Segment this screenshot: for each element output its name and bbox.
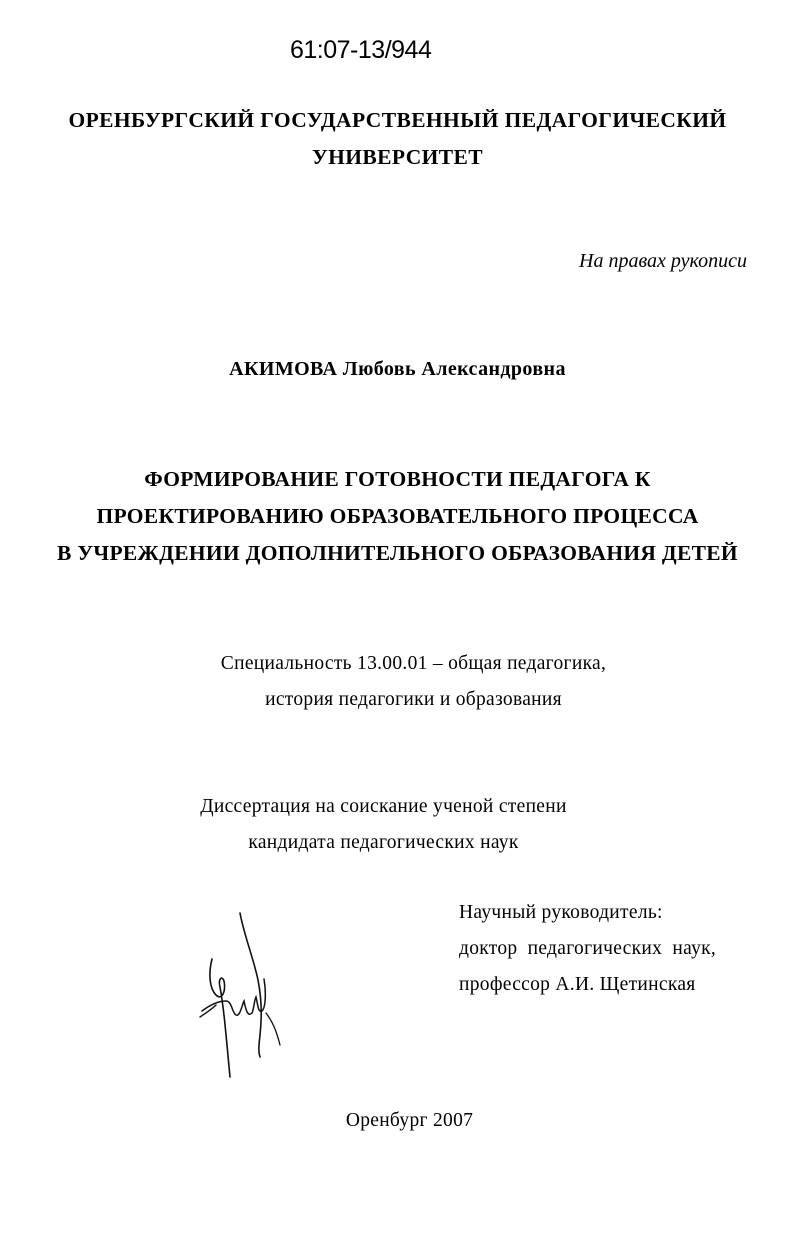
title-line-2: ПРОЕКТИРОВАНИЮ ОБРАЗОВАТЕЛЬНОГО ПРОЦЕССА <box>96 504 699 528</box>
city-year: Оренбург 2007 <box>345 1110 474 1131</box>
adviser-name: профессор А.И. Щетинская <box>459 974 696 995</box>
handwritten-signature <box>196 905 286 1085</box>
institution-line-1: ОРЕНБУРГСКИЙ ГОСУДАРСТВЕННЫЙ ПЕДАГОГИЧЕСКИЙ <box>68 108 727 132</box>
title-line-3: В УЧРЕЖДЕНИИ ДОПОЛНИТЕЛЬНОГО ОБРАЗОВАНИЯ ДЕТЕЙ <box>57 541 738 565</box>
dissertation-title <box>0 461 795 572</box>
degree-line-2: кандидата педагогических наук <box>248 832 519 853</box>
adviser-role: Научный руководитель: <box>459 902 663 923</box>
institution-name <box>0 102 795 176</box>
author-name: АКИМОВА Любовь Александровна <box>229 358 566 380</box>
institution-line-2: УНИВЕРСИТЕТ <box>312 145 483 169</box>
scientific-adviser-block <box>459 895 716 1003</box>
degree-line-1: Диссертация на соискание ученой степени <box>200 796 567 817</box>
specialty-block <box>16 646 795 718</box>
specialty-line-2: история педагогики и образования <box>265 689 562 710</box>
degree-block <box>0 789 781 861</box>
manuscript-rights-note: На правах рукописи <box>579 250 747 272</box>
specialty-line-1: Специальность 13.00.01 – общая педагогика, <box>220 653 607 674</box>
archive-code: 61:07-13/944 <box>290 36 432 64</box>
title-line-1: ФОРМИРОВАНИЕ ГОТОВНОСТИ ПЕДАГОГА К <box>144 467 651 491</box>
adviser-degree: доктор педагогических наук, <box>459 938 717 959</box>
